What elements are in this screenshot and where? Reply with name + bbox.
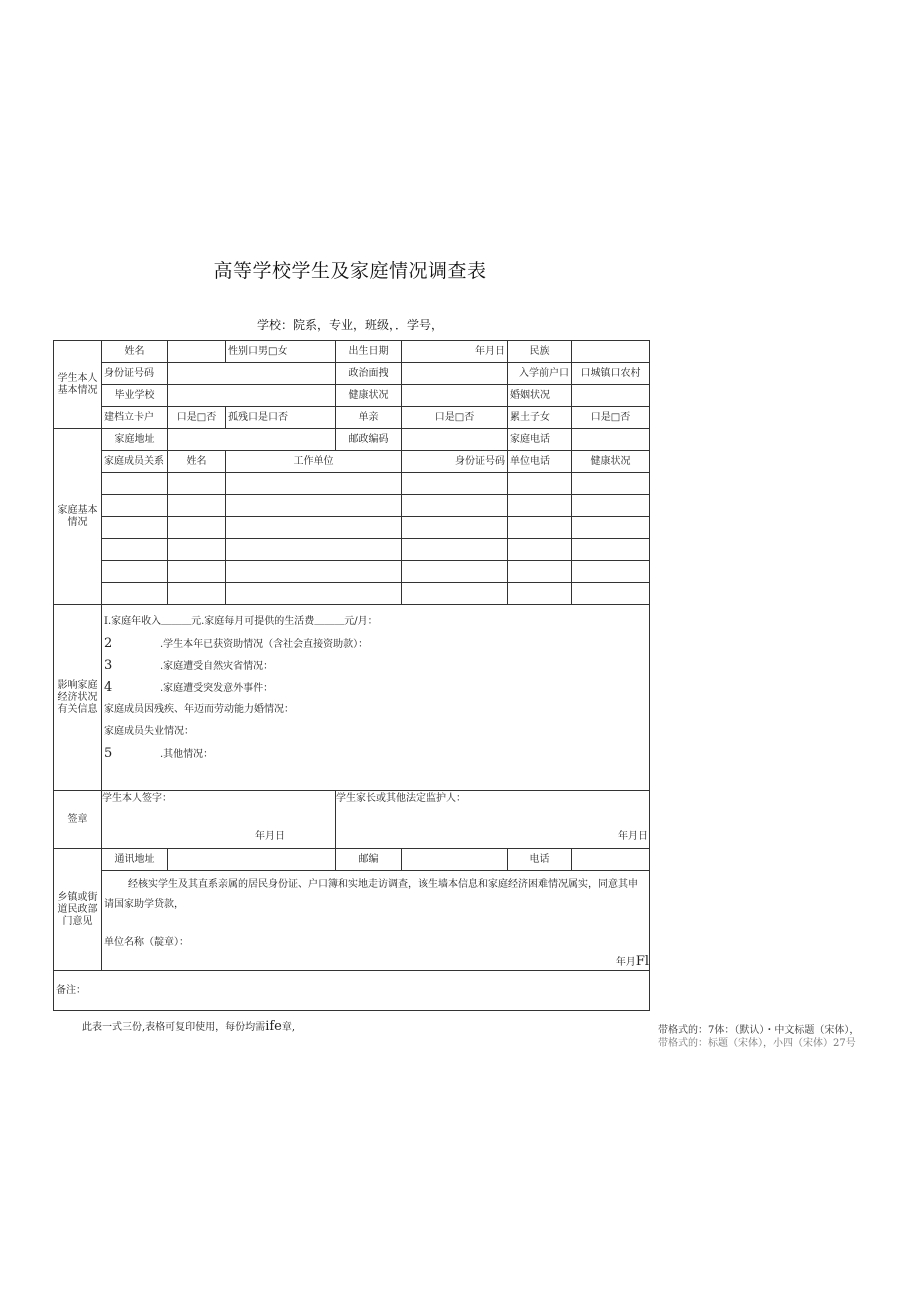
cell[interactable] — [102, 561, 168, 583]
section-economic-info: 影响家庭经济状况有关信息 — [54, 605, 102, 791]
civil-affairs-opinion[interactable] — [102, 871, 650, 971]
cell[interactable] — [402, 539, 508, 561]
field-gov-phone[interactable] — [572, 849, 650, 871]
header-member-name: 姓名 — [168, 451, 226, 473]
section-civil-affairs: 乡镇或街道民政部门意见 — [54, 849, 102, 971]
field-gender[interactable]: 性别口男□女 — [226, 341, 336, 363]
family-member-row — [54, 517, 650, 539]
economic-info-block[interactable] — [102, 605, 650, 791]
student-signature-cell[interactable] — [102, 791, 336, 849]
field-family-phone[interactable] — [572, 429, 650, 451]
cell[interactable] — [168, 495, 226, 517]
cell[interactable] — [572, 473, 650, 495]
field-political[interactable] — [402, 363, 508, 385]
label-birth-date: 出生日期 — [336, 341, 402, 363]
label-family-address: 家庭地址 — [102, 429, 168, 451]
accident-line: 4 .家庭遭受突发意外事件： — [104, 680, 274, 695]
label-family-phone: 家庭电话 — [508, 429, 572, 451]
label-political: 政治面拽 — [336, 363, 402, 385]
cell[interactable] — [508, 495, 572, 517]
field-postcode[interactable] — [402, 429, 508, 451]
cell[interactable] — [226, 561, 402, 583]
field-martyr-child[interactable]: 口是□否 — [572, 407, 650, 429]
field-health[interactable] — [402, 385, 508, 407]
remark-cell[interactable] — [54, 971, 650, 1011]
other-line: 5 .其他情况： — [104, 746, 214, 761]
label-hukou: 入学前户口 — [508, 363, 572, 385]
field-name[interactable] — [168, 341, 226, 363]
footer-note: 此表一式三份,表格可复印使用，每份均需ife章, — [82, 1019, 296, 1034]
label-single-parent: 单亲 — [336, 407, 402, 429]
cell[interactable] — [102, 583, 168, 605]
label-contact-address: 通讯地址 — [102, 849, 168, 871]
label-name: 姓名 — [102, 341, 168, 363]
guardian-signature-label: 学生家长或其他法定监护人： — [336, 793, 466, 804]
cell[interactable] — [226, 583, 402, 605]
unemployment-line: 家庭成员失业情况： — [104, 726, 194, 737]
cell[interactable] — [168, 517, 226, 539]
cell[interactable] — [226, 539, 402, 561]
field-family-address[interactable] — [168, 429, 336, 451]
field-poor-card[interactable]: 口是□否 — [168, 407, 226, 429]
header-member-id: 身份证号码 — [402, 451, 508, 473]
cell[interactable] — [572, 583, 650, 605]
cell[interactable] — [226, 473, 402, 495]
cell[interactable] — [402, 473, 508, 495]
header-work-unit: 工作单位 — [226, 451, 402, 473]
cell[interactable] — [508, 517, 572, 539]
student-signature-date: 年月日 — [255, 831, 285, 842]
family-member-row — [54, 561, 650, 583]
label-ethnic: 民族 — [508, 341, 572, 363]
cell[interactable] — [226, 495, 402, 517]
opinion-text: 经核实学生及其直系亲属的居民身份证、户口簿和实地走访调查，该生墙本信息和家庭经济困难情况属实，同意其申请国家助学贷款， — [104, 879, 638, 910]
survey-form-table — [53, 340, 650, 1011]
disaster-line: 3 .家庭遭受自然灾省情况： — [104, 658, 274, 673]
cell[interactable] — [572, 495, 650, 517]
label-id-number: 身份证号码 — [102, 363, 168, 385]
family-member-row — [54, 473, 650, 495]
cell[interactable] — [168, 561, 226, 583]
section-student-info: 学生本人基本情况 — [54, 341, 102, 429]
page-title: 高等学校学生及家庭情况调查表 — [213, 260, 487, 282]
cell[interactable] — [102, 495, 168, 517]
label-gov-postcode: 邮编 — [336, 849, 402, 871]
cell[interactable] — [572, 539, 650, 561]
cell[interactable] — [102, 517, 168, 539]
income-line: Ⅰ.家庭年收入＿＿＿元.家庭每月可提供的生活费＿＿＿元/月： — [104, 616, 378, 627]
label-marriage: 婚姻状况 — [508, 385, 572, 407]
section-signature: 签章 — [54, 791, 102, 849]
cell[interactable] — [508, 539, 572, 561]
field-marriage[interactable] — [572, 385, 650, 407]
cell[interactable] — [572, 561, 650, 583]
field-hukou[interactable]: 口城镇口农村 — [572, 363, 650, 385]
field-contact-address[interactable] — [168, 849, 336, 871]
section-family-info: 家庭基本情况 — [54, 429, 102, 605]
cell[interactable] — [402, 517, 508, 539]
student-signature-label: 学生本人签字： — [102, 793, 172, 804]
family-member-row — [54, 583, 650, 605]
cell[interactable] — [508, 561, 572, 583]
cell[interactable] — [508, 473, 572, 495]
cell[interactable] — [402, 495, 508, 517]
unit-name-label: 单位名称（靛章）： — [104, 937, 189, 948]
label-grad-school: 毕业学校 — [102, 385, 168, 407]
label-gov-phone: 电话 — [508, 849, 572, 871]
cell[interactable] — [168, 473, 226, 495]
field-single-parent[interactable]: 口是□否 — [402, 407, 508, 429]
cell[interactable] — [402, 561, 508, 583]
aid-line: 2 .学生本年已获资助情况（含社会直接资助款）： — [104, 636, 369, 651]
cell[interactable] — [168, 583, 226, 605]
cell[interactable] — [572, 517, 650, 539]
guardian-signature-cell[interactable] — [336, 791, 650, 849]
label-health: 健康状况 — [336, 385, 402, 407]
label-postcode: 邮政编码 — [336, 429, 402, 451]
cell[interactable] — [402, 583, 508, 605]
field-id-number[interactable] — [168, 363, 336, 385]
cell[interactable] — [168, 539, 226, 561]
field-gov-postcode[interactable] — [402, 849, 508, 871]
format-note-1: 带格式的：7体：（默认）・中文标题（宋体）， — [658, 1025, 860, 1036]
field-orphan[interactable]: 孤残口是口否 — [226, 407, 336, 429]
header-member-health: 健康状况 — [572, 451, 650, 473]
cell[interactable] — [508, 583, 572, 605]
cell[interactable] — [102, 539, 168, 561]
label-martyr-child: 累土子女 — [508, 407, 572, 429]
cell[interactable] — [226, 517, 402, 539]
opinion-date: 年月Fl — [615, 954, 649, 970]
school-info-line: 学校：院系，专业，班级，．学号， — [256, 318, 443, 332]
field-ethnic[interactable] — [572, 341, 650, 363]
header-unit-phone: 单位电话 — [508, 451, 572, 473]
label-poor-card: 建档立卡户 — [102, 407, 168, 429]
field-grad-school[interactable] — [168, 385, 336, 407]
format-note-2: 带格式的：标题（宋体），小四（宋体）27号 — [658, 1038, 856, 1049]
cell[interactable] — [102, 473, 168, 495]
family-member-row — [54, 495, 650, 517]
disability-line: 家庭成员因残疾、年迈而劳动能力婚情况： — [104, 704, 294, 715]
guardian-signature-date: 年月日 — [618, 831, 648, 842]
header-relation: 家庭成员关系 — [102, 451, 168, 473]
family-member-row — [54, 539, 650, 561]
remark-label: 备注： — [56, 984, 86, 996]
field-birth-date[interactable]: 年月日 — [402, 341, 508, 363]
